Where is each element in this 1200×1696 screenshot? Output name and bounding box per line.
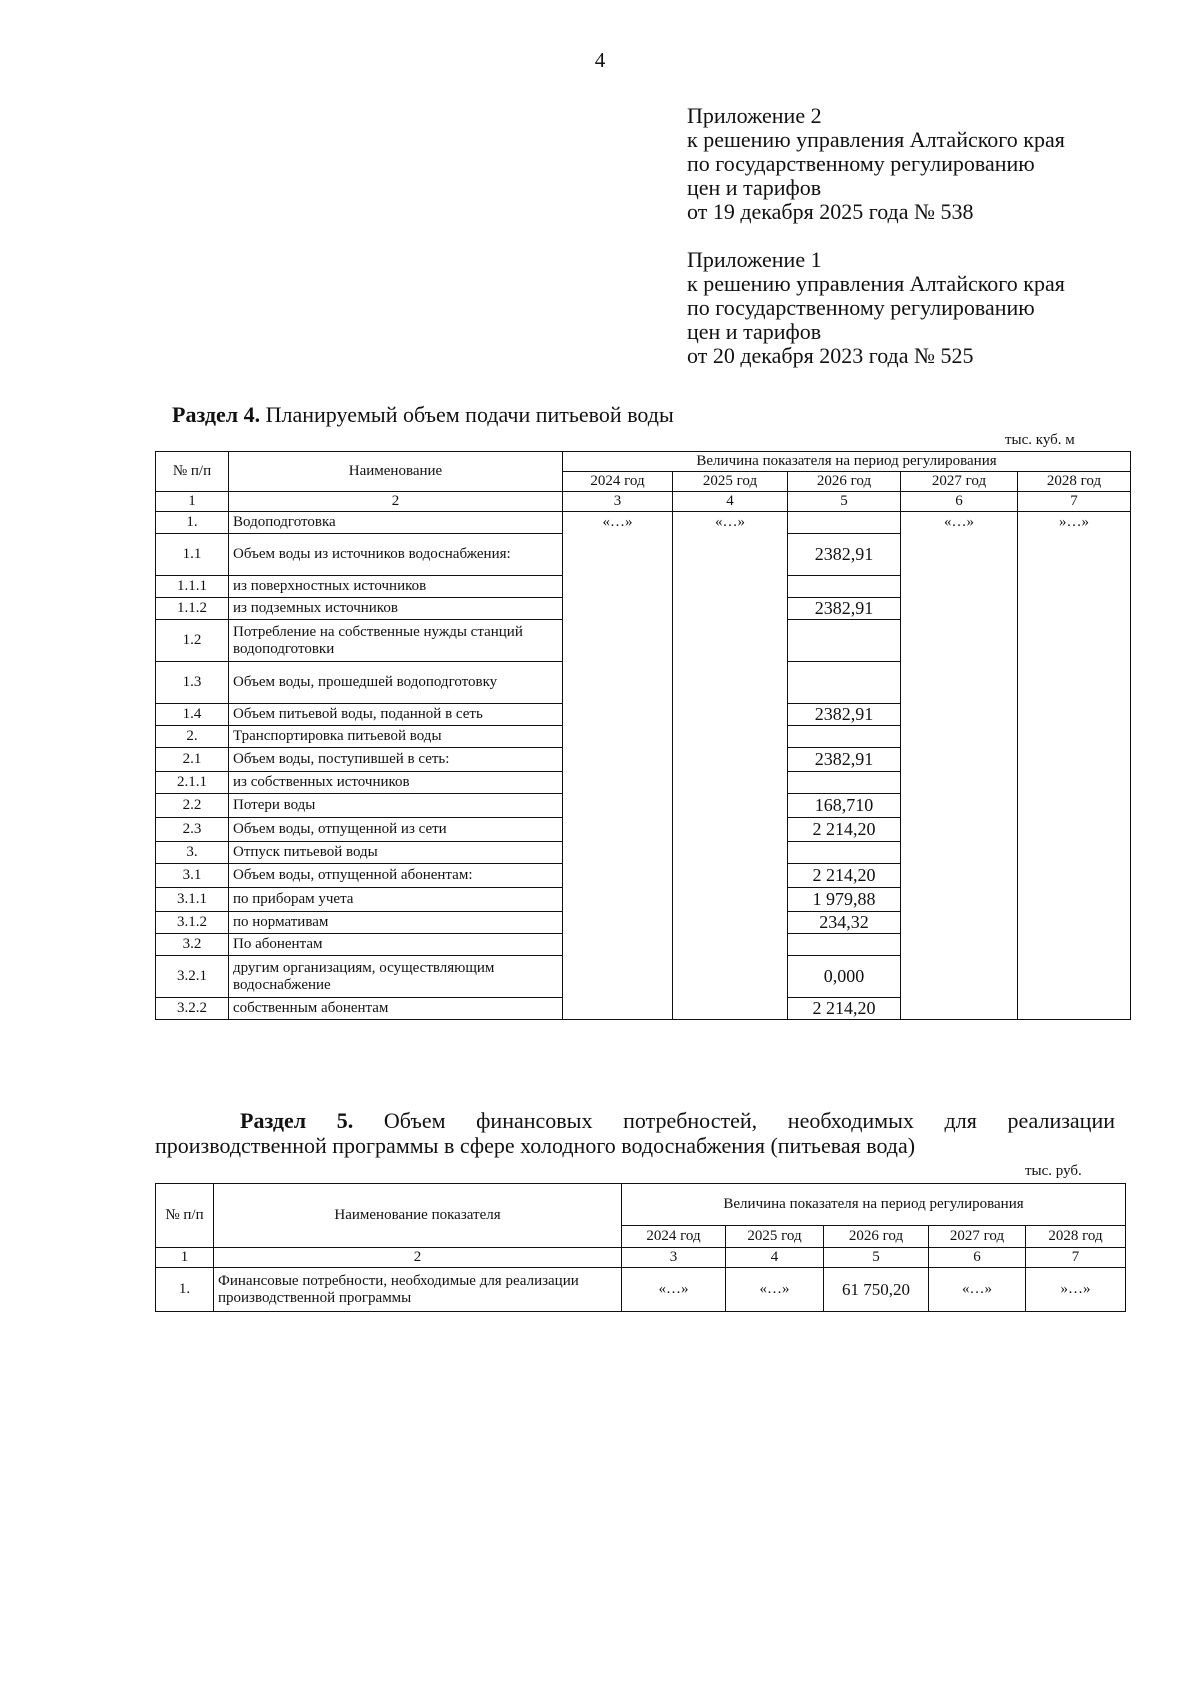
column-number: 6 [929,1248,1026,1268]
appendix-1-header [687,248,1167,368]
table-row [156,1268,1126,1312]
header-year: 2026 год [824,1226,929,1248]
column-number: 3 [563,492,673,512]
row-num: 1.2 [156,620,229,662]
value-2026 [788,576,901,598]
appendix-line: от 19 декабря 2025 года № 538 [687,199,974,224]
row-name: по нормативам [229,912,563,934]
row-name: Финансовые потребности, необходимые для реализации производственной программы [214,1268,622,1312]
row-name: Потребление на собственные нужды станций водоподготовки [229,620,563,662]
row-num: 2.3 [156,818,229,842]
row-name: Объем воды, прошедшей водоподготовку [229,662,563,704]
section-5-title-line-2: производственной программы в сфере холодного водоснабжения (питьевая вода) [155,1133,916,1158]
header-year: 2027 год [929,1226,1026,1248]
header-year: 2028 год [1026,1226,1126,1248]
header-year: 2024 год [622,1226,726,1248]
row-name: Потери воды [229,794,563,818]
appendix-line: Приложение 2 [687,103,822,128]
value-2026 [788,662,901,704]
value-2028: »…» [1018,512,1131,1020]
row-num: 1.3 [156,662,229,704]
appendix-line: к решению управления Алтайского края [687,127,1065,152]
row-name: Объем питьевой воды, поданной в сеть [229,704,563,726]
row-num: 1. [156,1268,214,1312]
appendix-line: по государственному регулированию [687,151,1035,176]
row-name: Транспортировка питьевой воды [229,726,563,748]
column-number: 3 [622,1248,726,1268]
row-num: 3.1 [156,864,229,888]
appendix-line: цен и тарифов [687,175,822,200]
value-2026 [788,726,901,748]
section-4-label: Раздел 4. [172,402,261,427]
section-4-unit: тыс. куб. м [1005,432,1075,448]
header-period: Величина показателя на период регулирования [563,452,1131,472]
row-num: 1.1 [156,534,229,576]
header-num: № п/п [156,452,229,492]
row-num: 3.2.2 [156,998,229,1020]
header-year: 2026 год [788,472,901,492]
page-number: 4 [594,48,606,72]
section-4-title: Планируемый объем подачи питьевой воды [265,402,674,427]
column-number: 2 [229,492,563,512]
value-2024: «…» [563,512,673,1020]
appendix-line: Приложение 1 [687,247,822,272]
appendix-line: к решению управления Алтайского края [687,271,1065,296]
row-name: По абонентам [229,934,563,956]
header-name: Наименование [229,452,563,492]
row-name: Объем воды, поступившей в сеть: [229,748,563,772]
column-number: 1 [156,1248,214,1268]
header-period: Величина показателя на период регулирования [622,1184,1126,1226]
value-2026 [788,842,901,864]
row-name: Отпуск питьевой воды [229,842,563,864]
row-num: 3.1.1 [156,888,229,912]
row-num: 2.1.1 [156,772,229,794]
value-2026: 2 214,20 [788,998,901,1020]
row-num: 2. [156,726,229,748]
section-5-table [155,1183,1126,1312]
row-num: 3.1.2 [156,912,229,934]
header-year: 2025 год [726,1226,824,1248]
value-2026: 2 214,20 [788,818,901,842]
value-2026: 2382,91 [788,534,901,576]
value-2026 [788,512,901,534]
section-4-heading [172,402,674,428]
section-5-title-line-1: Объем финансовых потребностей, необходимых для реализации [383,1108,1115,1133]
appendix-line: по государственному регулированию [687,295,1035,320]
row-name: собственным абонентам [229,998,563,1020]
header-year: 2028 год [1018,472,1131,492]
value-2025: «…» [726,1268,824,1312]
section-5-unit: тыс. руб. [1025,1163,1082,1179]
row-name: Объем воды из источников водоснабжения: [229,534,563,576]
table-row [156,512,1131,534]
appendix-2-header [687,104,1167,224]
row-num: 3.2 [156,934,229,956]
row-num: 3.2.1 [156,956,229,998]
value-2026: 2382,91 [788,598,901,620]
column-number: 1 [156,492,229,512]
value-2026: 2382,91 [788,704,901,726]
section-5-heading [155,1108,1115,1158]
row-num: 1.4 [156,704,229,726]
row-name: Объем воды, отпущенной абонентам: [229,864,563,888]
column-number: 6 [901,492,1018,512]
value-2025: «…» [673,512,788,1020]
header-year: 2025 год [673,472,788,492]
value-2026: 2 214,20 [788,864,901,888]
column-number: 2 [214,1248,622,1268]
column-number: 7 [1026,1248,1126,1268]
row-name: из собственных источников [229,772,563,794]
value-2026: 61 750,20 [824,1268,929,1312]
section-5-label: Раздел 5. [240,1108,354,1133]
row-name: по приборам учета [229,888,563,912]
column-number: 5 [788,492,901,512]
value-2026: 2382,91 [788,748,901,772]
header-year: 2024 год [563,472,673,492]
row-num: 2.1 [156,748,229,772]
appendix-line: от 20 декабря 2023 года № 525 [687,343,974,368]
row-name: Объем воды, отпущенной из сети [229,818,563,842]
appendix-line: цен и тарифов [687,319,822,344]
row-name: Водоподготовка [229,512,563,534]
row-num: 1. [156,512,229,534]
value-2026: 1 979,88 [788,888,901,912]
section-4-table [155,451,1131,1020]
header-year: 2027 год [901,472,1018,492]
row-name: другим организациям, осуществляющим водоснабжение [229,956,563,998]
row-num: 1.1.2 [156,598,229,620]
column-number: 5 [824,1248,929,1268]
value-2024: «…» [622,1268,726,1312]
column-number: 4 [726,1248,824,1268]
row-name: из поверхностных источников [229,576,563,598]
value-2026: 0,000 [788,956,901,998]
value-2026: 234,32 [788,912,901,934]
row-num: 2.2 [156,794,229,818]
value-2026 [788,620,901,662]
value-2026 [788,772,901,794]
value-2027: «…» [929,1268,1026,1312]
value-2027: «…» [901,512,1018,1020]
row-num: 3. [156,842,229,864]
row-name: из подземных источников [229,598,563,620]
value-2028: »…» [1026,1268,1126,1312]
value-2026 [788,934,901,956]
value-2026: 168,710 [788,794,901,818]
header-num: № п/п [156,1184,214,1248]
row-num: 1.1.1 [156,576,229,598]
column-number: 7 [1018,492,1131,512]
header-name: Наименование показателя [214,1184,622,1248]
column-number: 4 [673,492,788,512]
